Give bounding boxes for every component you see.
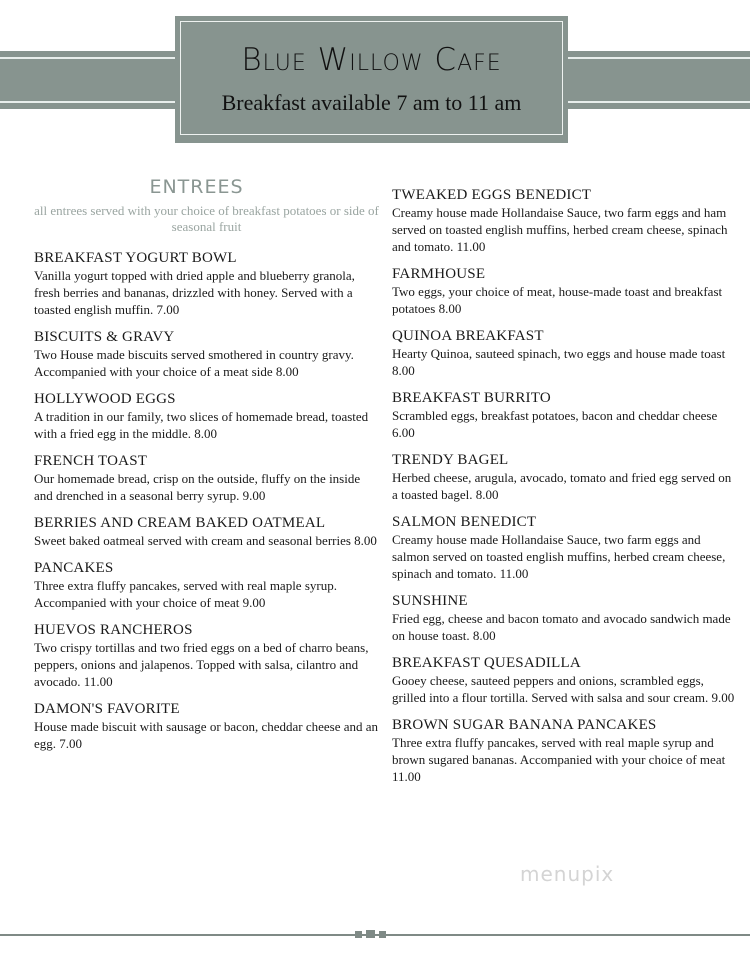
menu-item [34,621,379,690]
menu-column-left [34,176,379,762]
cafe-title: Blue Willow Cafe [241,42,502,78]
menu-item-description: Two eggs, your choice of meat, house-made toast and breakfast potatoes 8.00 [392,284,723,316]
menu-item-description: Two House made biscuits served smothered in country gravy. Accompanied with your choice of a meat side 8.00 [34,347,354,379]
menu-item [34,249,379,318]
menu-item [392,186,737,255]
section-title: ENTREES [149,176,244,198]
menu-item-name: BISCUITS & GRAVY [34,329,175,345]
menu-item-description: Herbed cheese, arugula, avocado, tomato and fried egg served on a toasted bagel. 8.00 [392,470,732,502]
menu-item-description: Three extra fluffy pancakes, served with real maple syrup. Accompanied with your choice of meat 9.00 [34,578,337,610]
section-note: all entrees served with your choice of breakfast potatoes or side of seasonal fruit [34,203,379,234]
menu-item-description: House made biscuit with sausage or bacon, cheddar cheese and an egg. 7.00 [34,719,379,751]
footer-divider [0,934,750,936]
menu-item-name: PANCAKES [34,560,114,576]
header-band-left [0,51,176,109]
footer-ornament-square [355,931,362,938]
menu-item-name: DAMON'S FAVORITE [34,701,180,717]
menu-item [392,265,737,317]
menu-item [34,514,379,549]
menu-item-name: BREAKFAST YOGURT BOWL [34,250,237,266]
menu-item [392,389,737,441]
menu-item-description: Fried egg, cheese and bacon tomato and avocado sandwich made on house toast. 8.00 [392,611,731,643]
menu-item-description: Vanilla yogurt topped with dried apple and blueberry granola, fresh berries and bananas, drizzled with honey. Served with a toasted english muffin. 7.00 [34,268,355,317]
menu-item-description: Gooey cheese, sauteed peppers and onions, scrambled eggs, grilled into a flour tortilla. Served with salsa and sour cream. 9.00 [392,673,735,705]
menu-item [34,390,379,442]
menu-item-description: A tradition in our family, two slices of homemade bread, toasted with a fried egg in the middle. 8.00 [34,409,369,441]
menu-item-name: FRENCH TOAST [34,453,148,469]
menu-item-name: QUINOA BREAKFAST [392,328,544,344]
menu-item-description: Our homemade bread, crisp on the outside, fluffy on the inside and drenched in a seasonal berry syrup. 9.00 [34,471,361,503]
hours-subtitle: Breakfast available 7 am to 11 am [221,90,522,115]
footer-ornament-square [366,930,375,938]
menu-item-name: HOLLYWOOD EGGS [34,391,176,407]
menu-item-description: Three extra fluffy pancakes, served with real maple syrup and brown sugared bananas. Accompanied with your choice of meat 11.00 [392,735,726,784]
menu-item [392,654,737,706]
header-box [175,16,568,143]
menu-list-right [392,186,737,785]
menu-item [392,327,737,379]
menu-item [392,513,737,582]
menu-item-description: Creamy house made Hollandaise Sauce, two farm eggs and ham served on toasted english muffins, herbed cream cheese, spinach and tomato. 11.00 [392,205,728,254]
menu-item-name: BREAKFAST BURRITO [392,390,551,406]
menu-item-description: Creamy house made Hollandaise Sauce, two farm eggs and salmon served on toasted english muffins, herbed cream cheese, spinach and tomato. 11.00 [392,532,726,581]
menu-item-name: FARMHOUSE [392,266,486,282]
menu-item [34,700,379,752]
menu-item-name: TRENDY BAGEL [392,452,509,468]
menu-list-left [34,249,379,752]
menu-item-name: BREAKFAST QUESADILLA [392,655,581,671]
menu-item-name: BERRIES AND CREAM BAKED OATMEAL [34,515,326,531]
watermark: menupix [520,862,615,886]
menu-item [392,592,737,644]
menu-column-right [392,186,737,795]
header-band-right [566,51,750,109]
menu-item [34,559,379,611]
menu-item [34,328,379,380]
menu-item-name: HUEVOS RANCHEROS [34,622,193,638]
menu-item [34,452,379,504]
menu-item-name: SUNSHINE [392,593,468,609]
menu-item-description: Two crispy tortillas and two fried eggs on a bed of charro beans, peppers, onions and jalapenos. Topped with salsa, cilantro and avocado. 11.00 [34,640,369,689]
menu-item-description: Scrambled eggs, breakfast potatoes, bacon and cheddar cheese 6.00 [392,408,718,440]
menu-item [392,716,737,785]
menu-item-description: Sweet baked oatmeal served with cream and seasonal berries 8.00 [34,533,377,548]
menu-item [392,451,737,503]
menu-item-description: Hearty Quinoa, sauteed spinach, two eggs and house made toast 8.00 [392,346,726,378]
menu-item-name: TWEAKED EGGS BENEDICT [392,187,592,203]
menu-item-name: BROWN SUGAR BANANA PANCAKES [392,717,657,733]
menu-item-name: SALMON BENEDICT [392,514,537,530]
header-box-border [180,21,563,135]
footer-ornament-square [379,931,386,938]
